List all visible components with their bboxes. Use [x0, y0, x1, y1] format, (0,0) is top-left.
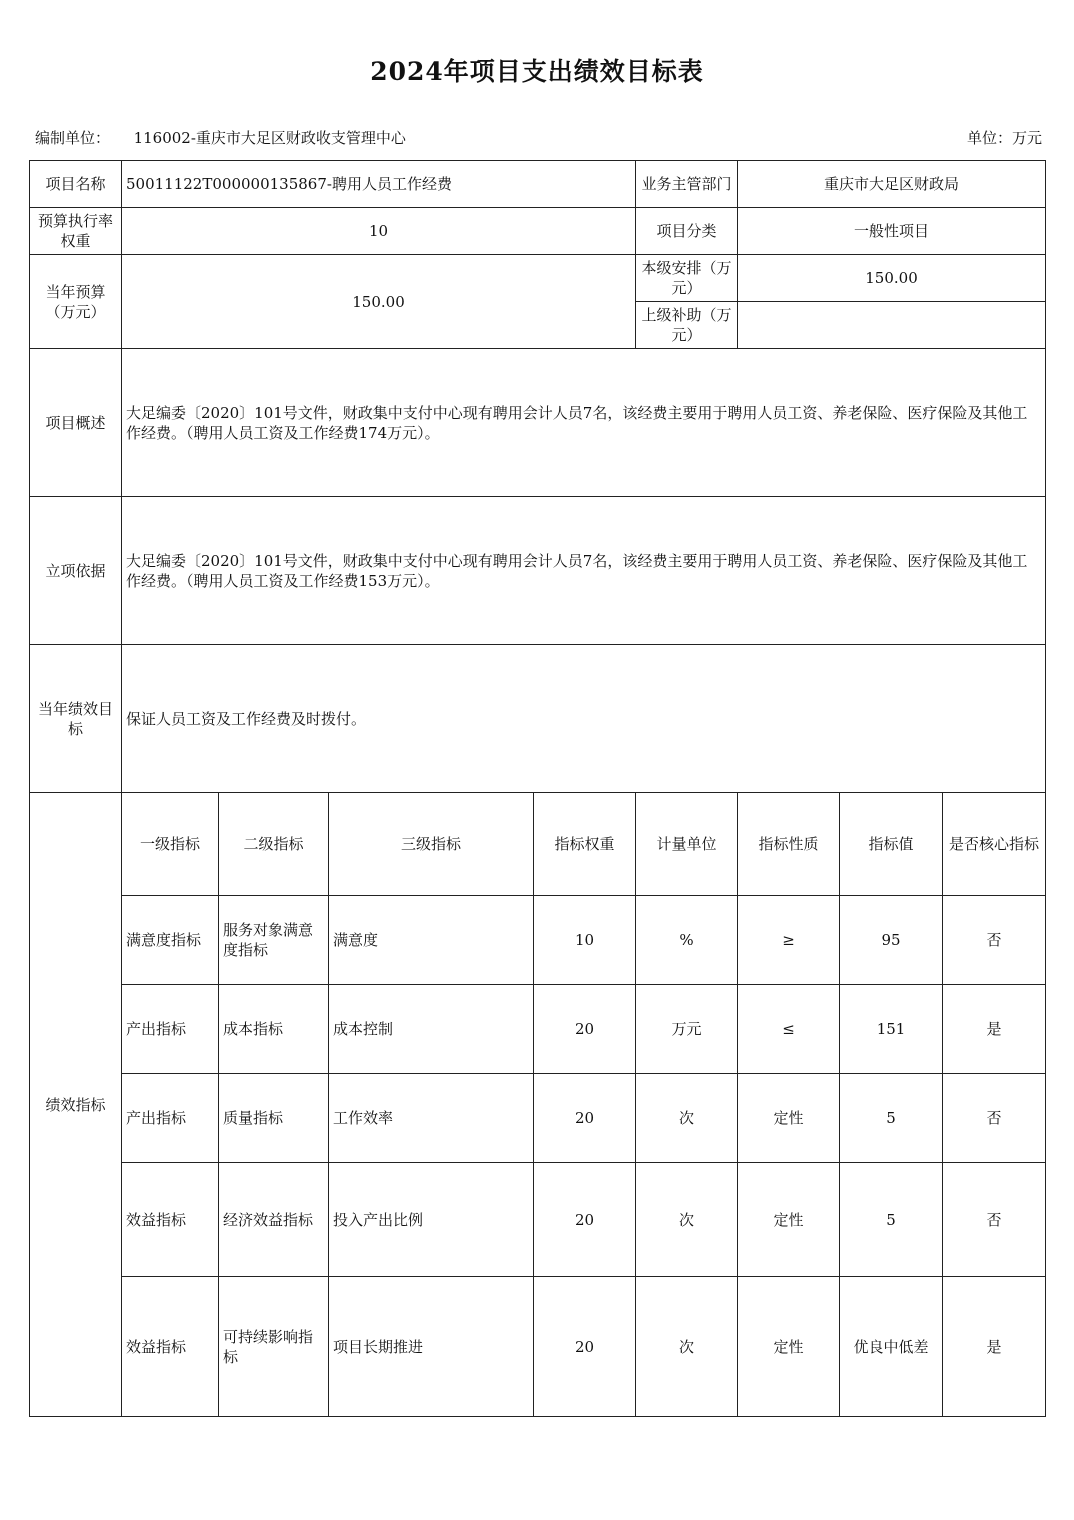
header-cell: 是否核心指标	[943, 793, 1046, 896]
local-label: 本级安排（万元）	[636, 255, 738, 302]
goal-label: 当年绩效目标	[30, 645, 122, 793]
nature-cell: 定性	[738, 1163, 840, 1277]
table-row	[30, 1163, 1046, 1277]
level3-cell: 投入产出比例	[329, 1163, 534, 1277]
header-cell: 三级指标	[329, 793, 534, 896]
table-row	[30, 985, 1046, 1074]
basis-text: 大足编委〔2020〕101号文件，财政集中支付中心现有聘用会计人员7名，该经费主要用于聘用人员工资、养老保险、医疗保险及其他工作经费。（聘用人员工资及工作经费153万元）。	[122, 497, 1046, 645]
core-cell: 否	[943, 1163, 1046, 1277]
level1-cell: 产出指标	[122, 1074, 219, 1163]
level3-cell: 项目长期推进	[329, 1277, 534, 1417]
nature-cell: 定性	[738, 1277, 840, 1417]
value-cell: 95	[840, 896, 943, 985]
superior-label: 上级补助（万元）	[636, 302, 738, 349]
core-cell: 是	[943, 1277, 1046, 1417]
basis-label: 立项依据	[30, 497, 122, 645]
level1-cell: 满意度指标	[122, 896, 219, 985]
level1-cell: 效益指标	[122, 1277, 219, 1417]
core-cell: 是	[943, 985, 1046, 1074]
weight-cell: 20	[534, 1163, 636, 1277]
level2-cell: 服务对象满意度指标	[219, 896, 329, 985]
header-cell: 二级指标	[219, 793, 329, 896]
currency-unit: 单位：万元	[966, 129, 1042, 147]
compiling-unit-value: 116002-重庆市大足区财政收支管理中心	[133, 129, 406, 147]
unit-cell: 次	[636, 1074, 738, 1163]
unit-cell: 次	[636, 1277, 738, 1417]
dept-value: 重庆市大足区财政局	[738, 161, 1046, 208]
table-row	[30, 1277, 1046, 1417]
budget-label: 当年预算（万元）	[30, 255, 122, 349]
dept-label: 业务主管部门	[636, 161, 738, 208]
weight-cell: 20	[534, 1277, 636, 1417]
level1-cell: 效益指标	[122, 1163, 219, 1277]
unit-cell: 次	[636, 1163, 738, 1277]
nature-cell: ≥	[738, 896, 840, 985]
level2-cell: 可持续影响指标	[219, 1277, 329, 1417]
project-name-label: 项目名称	[30, 161, 122, 208]
project-name-value: 50011122T000000135867-聘用人员工作经费	[122, 161, 636, 208]
weight-label: 预算执行率权重	[30, 208, 122, 255]
table-row	[30, 1074, 1046, 1163]
header-cell: 计量单位	[636, 793, 738, 896]
goal-text: 保证人员工资及工作经费及时拨付。	[122, 645, 1046, 793]
level3-cell: 成本控制	[329, 985, 534, 1074]
level1-cell: 产出指标	[122, 985, 219, 1074]
value-cell: 5	[840, 1074, 943, 1163]
indicators-section-label: 绩效指标	[30, 793, 122, 1417]
superior-value	[738, 302, 1046, 349]
level2-cell: 成本指标	[219, 985, 329, 1074]
core-cell: 否	[943, 1074, 1046, 1163]
weight-cell: 10	[534, 896, 636, 985]
level3-cell: 工作效率	[329, 1074, 534, 1163]
overview-label: 项目概述	[30, 349, 122, 497]
value-cell: 151	[840, 985, 943, 1074]
category-label: 项目分类	[636, 208, 738, 255]
unit-cell: %	[636, 896, 738, 985]
compiling-unit-label: 编制单位：	[35, 129, 111, 147]
level2-cell: 质量指标	[219, 1074, 329, 1163]
performance-table	[29, 160, 1046, 1417]
header-cell: 指标值	[840, 793, 943, 896]
header-cell: 指标性质	[738, 793, 840, 896]
nature-cell: 定性	[738, 1074, 840, 1163]
weight-cell: 20	[534, 1074, 636, 1163]
value-cell: 优良中低差	[840, 1277, 943, 1417]
overview-text: 大足编委〔2020〕101号文件，财政集中支付中心现有聘用会计人员7名，该经费主要用于聘用人员工资、养老保险、医疗保险及其他工作经费。（聘用人员工资及工作经费174万元）。	[122, 349, 1046, 497]
header-cell: 一级指标	[122, 793, 219, 896]
level3-cell: 满意度	[329, 896, 534, 985]
nature-cell: ≤	[738, 985, 840, 1074]
table-row	[30, 896, 1046, 985]
category-value: 一般性项目	[738, 208, 1046, 255]
budget-value: 150.00	[122, 255, 636, 349]
weight-value: 10	[122, 208, 636, 255]
page-title: 2024年项目支出绩效目标表	[370, 57, 704, 86]
level2-cell: 经济效益指标	[219, 1163, 329, 1277]
header-cell: 指标权重	[534, 793, 636, 896]
local-value: 150.00	[738, 255, 1046, 302]
unit-cell: 万元	[636, 985, 738, 1074]
weight-cell: 20	[534, 985, 636, 1074]
compiling-unit	[35, 127, 406, 148]
core-cell: 否	[943, 896, 1046, 985]
value-cell: 5	[840, 1163, 943, 1277]
